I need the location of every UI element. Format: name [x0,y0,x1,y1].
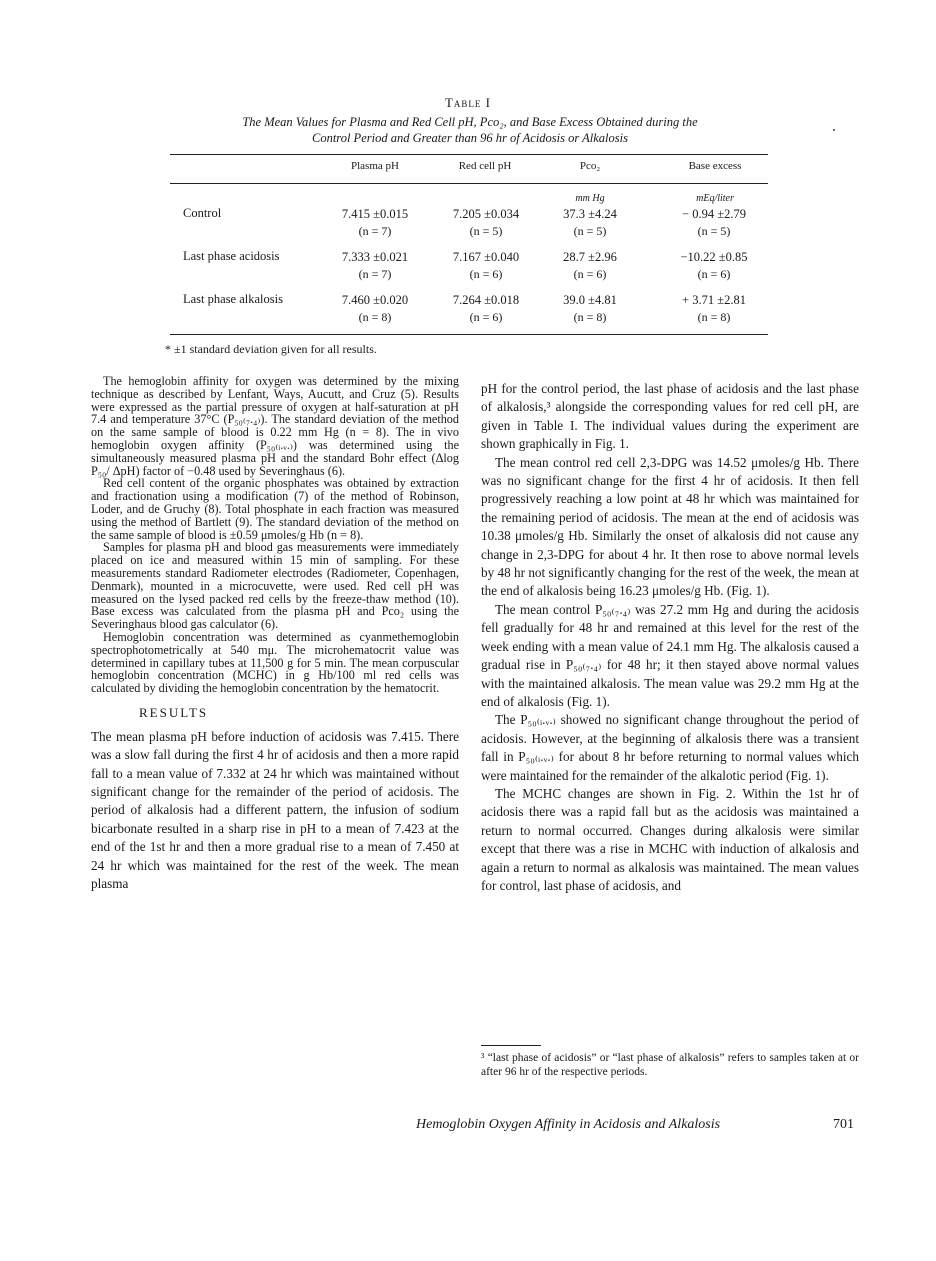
row-label-control: Control [183,206,222,220]
table-cell [540,249,640,283]
cell-value: 7.167 ±0.040 [452,250,520,264]
header-pco2: Pco₂ [579,160,601,172]
cell-value: 7.415 ±0.015 [341,207,409,221]
cell-n: (n = 8) [358,310,392,324]
methods-paragraph: The hemoglobin affinity for oxygen was determined by the mixing technique as described by Lenfant, Ways, Aucutt, and Cruz (5). Results were expressed as the partial pressure of oxygen at half-saturation at pH 7.4 and temperature 37°C (P₅₀₍₇.₄₎). The standard deviation of the method on the same sample of blood is 0.22 mm Hg (n = 8). The in vivo hemoglobin oxygen affinity (P₅₀₍ᵢ.ᵥ.₎) was determined using the simultaneously measured plasma pH and the standard Bohr effect (Δlog P₅₀/ ΔpH) factor of −0.48 used by Severinghaus (6). [91,374,459,478]
table-bottom-rule [170,334,768,335]
cell-value: + 3.71 ±2.81 [682,293,746,307]
right-column [481,380,859,895]
table-cell [433,249,539,283]
cell-value: 37.3 ±4.24 [563,207,617,221]
cell-n: (n = 5) [469,224,503,238]
row-label-alkalosis: Last phase alkalosis [183,292,283,306]
cell-n: (n = 6) [573,267,607,281]
cell-n: (n = 6) [697,267,731,281]
methods-paragraph: Red cell content of the organic phosphates was obtained by extraction and fractionation using a modification (7) of the method of Robinson, Loder, and de Gruchy (8). Total phosphate in each fraction was measured using the method of Bartlett (9). The standard deviation of the method on the same sample of blood is ±0.59 μmoles/g Hb (n = 8). [91,476,459,542]
body-paragraph: The MCHC changes are shown in Fig. 2. Within the 1st hr of acidosis there was a rapid fall but as the acidosis was maintained a return to normal occurred. Changes during alkalosis were similar except that there was a rise in MCHC with induction of alkalosis and again a return to normal as alkalosis was maintained. The mean values for control, last phase of acidosis, and [481,785,859,893]
table-cell [322,292,428,326]
cell-n: (n = 5) [697,224,731,238]
running-head: Hemoglobin Oxygen Affinity in Acidosis and Alkalosis [416,1117,721,1132]
cell-value: 7.460 ±0.020 [341,293,409,307]
table-cell [433,292,539,326]
table-footnote: * ±1 standard deviation given for all results. [165,342,377,356]
table-cell [433,206,539,240]
methods-paragraph: Hemoglobin concentration was determined as cyanmethemoglobin spectrophotometrically at 540 mμ. The microhematocrit value was determined in capillary tubes at 11,500 g for 5 min. The mean corpuscular hemoglobin concentration (MCHC) in g Hb/100 ml red cells was calculated by dividing the hemoglobin concentration by the hematocrit. [91,629,459,696]
table-cell [658,292,770,326]
cell-n: (n = 6) [469,267,503,281]
body-paragraph: The mean control red cell 2,3-DPG was 14.52 μmoles/g Hb. There was no significant change for the first 4 hr of acidosis. It then fell progressively reaching a low point at 48 hr which was maintained for the remaining period of acidosis. The mean at the end of acidosis was 10.38 μmoles/g Hb. Similarly the onset of alkalosis did not cause any change in 2,3-DPG for about 4 hr. It then rose to above normal levels by 48 hr not significantly changing for the rest of the week, the mean at the end of alkalosis being 16.23 μmoles/g Hb. (Fig. 1). [481,454,859,599]
footnote-rule [481,1045,541,1046]
table-cell [540,292,640,326]
cell-n: (n = 8) [573,310,607,324]
cell-value: 28.7 ±2.96 [563,250,617,264]
cell-n: (n = 7) [358,224,392,238]
table-cell [658,206,770,240]
cell-value: −10.22 ±0.85 [680,250,748,264]
table-top-rule [170,154,768,155]
methods-paragraph: Samples for plasma pH and blood gas measurements were immediately placed on ice and measured within 15 min of sampling. For these measurements standard Radiometer electrodes (Radiometer, Copenhagen, Denmark), mounted in a microcuvette, were used. Red cell pH was measured on the lysed packed red cells by the freeze-thaw method (10). Base excess was calculated from the plasma pH and Pco₂ using the Severinghaus blood gas calculator (6). [91,540,459,632]
body-paragraph: pH for the control period, the last phase of acidosis and the last phase of alkalosis,³ alongside the corresponding values for red cell pH, are given in Table I. The individual values during the experiment are shown graphically in Fig. 1. [481,381,859,452]
results-paragraph: The mean plasma pH before induction of acidosis was 7.415. There was a slow fall during the first 4 hr of acidosis and then a more rapid fall to a mean value of 7.332 at 24 hr which was maintained without significant change for the remainder of the period of acidosis. The period of alkalosis had a different pattern, the infusion of sodium bicarbonate resulted in a sharp rise in pH to a mean of 7.423 at the end of the 1st hr and then a more gradual rise to a mean of 7.450 at 24 hr which was maintained for the rest of the week. The mean plasma [91,728,459,891]
page-footnote: ³ “last phase of acidosis” or “last phase of alkalosis” refers to samples taken at or after 96 hr of the respective periods. [481,1052,859,1078]
table-cell [322,249,428,283]
table-cell [540,206,640,240]
cell-n: (n = 8) [697,310,731,324]
cell-n: (n = 6) [469,310,503,324]
cell-n: (n = 7) [358,267,392,281]
left-column [91,375,459,893]
caption-line-2: Control Period and Greater than 96 hr of Acidosis or Alkalosis [312,131,628,145]
cell-value: 39.0 ±4.81 [563,293,617,307]
cell-value: 7.333 ±0.021 [341,250,409,264]
unit-pco2: mm Hg [575,193,605,204]
cell-n: (n = 5) [573,224,607,238]
page-number: 701 [833,1117,854,1132]
cell-value: 7.264 ±0.018 [452,293,520,307]
results-heading: RESULTS [139,704,209,720]
table-header-rule [170,183,768,184]
table-cell [322,206,428,240]
stray-mark [833,129,835,131]
table-cell [658,249,770,283]
caption-line-1: The Mean Values for Plasma and Red Cell pH, Pco₂, and Base Excess Obtained during the [242,115,698,129]
header-plasma-ph: Plasma pH [351,160,399,172]
header-red-cell-ph: Red cell pH [458,160,512,172]
unit-base-excess: mEq/liter [696,193,734,204]
table-label: Table I [444,95,492,110]
row-label-acidosis: Last phase acidosis [183,249,280,263]
cell-value: − 0.94 ±2.79 [682,207,746,221]
body-paragraph: The mean control P₅₀₍₇.₄₎ was 27.2 mm Hg and during the acidosis fell gradually for 48 hr and remained at this level for the rest of the week ending with a mean value of 24.1 mm Hg. The alkalosis caused a gradual rise in P₅₀₍₇.₄₎ for 48 hr; it then stayed above normal values with the maintained alkalosis. The mean value was 29.2 mm Hg at the end of alkalosis (Fig. 1). [481,601,859,709]
body-paragraph: The P₅₀₍ᵢ.ᵥ.₎ showed no significant change throughout the period of acidosis. However, at the beginning of alkalosis there was a transient fall in P₅₀₍ᵢ.ᵥ.₎ for about 8 hr before returning to normal values which were maintained for the remainder of the alkalotic period (Fig. 1). [481,712,859,783]
header-base-excess: Base excess [688,160,742,172]
table-caption [190,114,750,146]
cell-value: 7.205 ±0.034 [452,207,520,221]
